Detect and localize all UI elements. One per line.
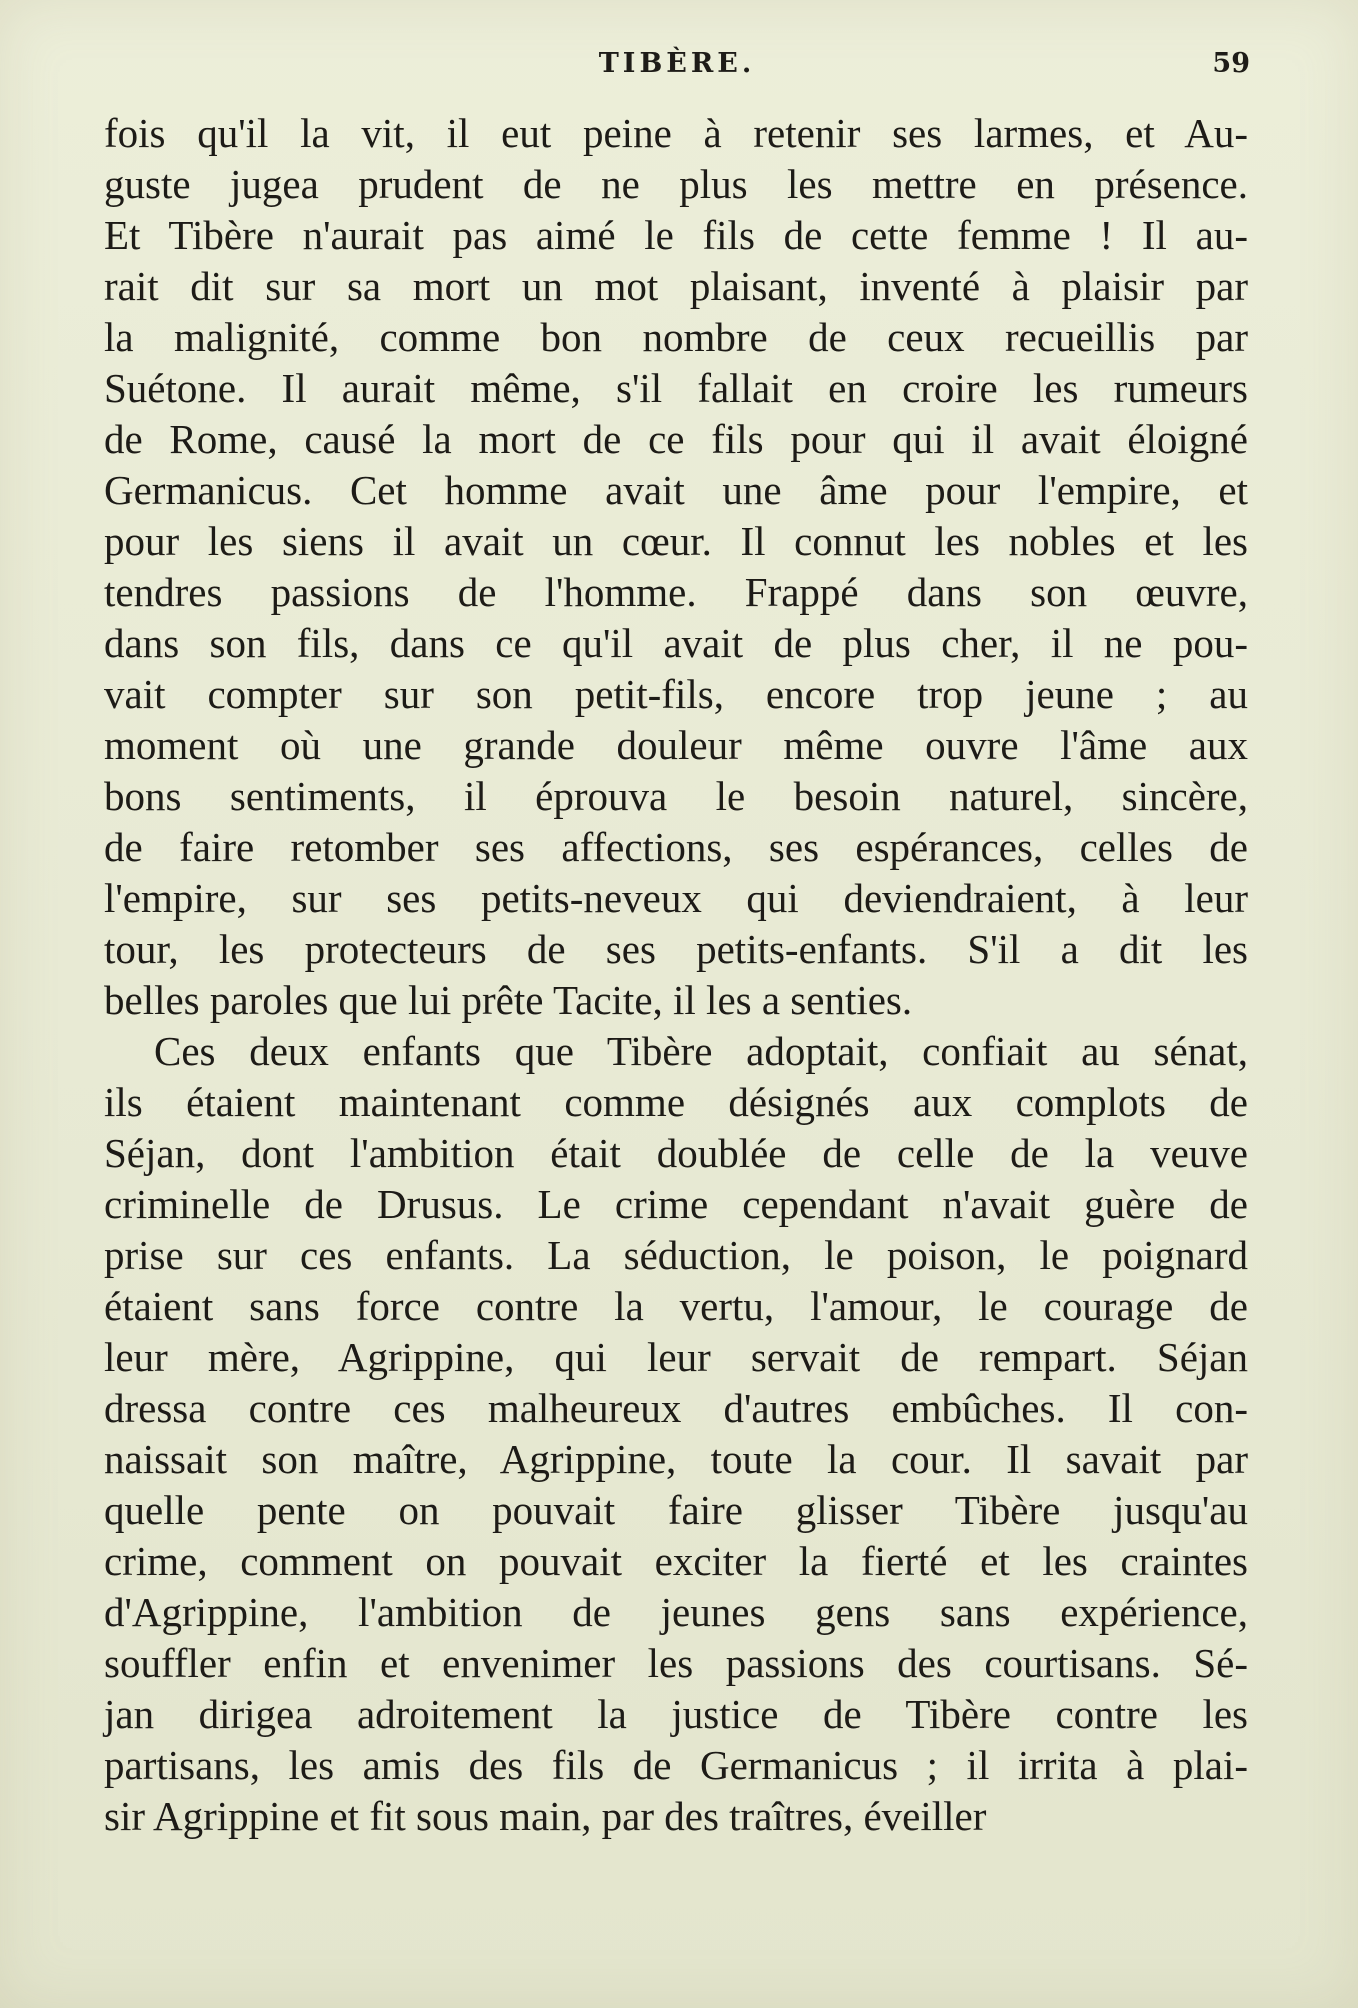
text-line: d'Agrippine, l'ambition de jeunes gens sans expérience, — [104, 1589, 1248, 1635]
text-line: la malignité, comme bon nombre de ceux recueillis par — [104, 314, 1248, 360]
text-line: quelle pente on pouvait faire glisser Tibère jusqu'au — [104, 1487, 1248, 1533]
text-line: de faire retomber ses affections, ses espérances, celles de — [104, 824, 1248, 870]
text-line: guste jugea prudent de ne plus les mettre en présence. — [104, 161, 1248, 207]
text-line: criminelle de Drusus. Le crime cependant n'avait guère de — [104, 1181, 1248, 1227]
text-line: Suétone. Il aurait même, s'il fallait en croire les rumeurs — [104, 365, 1248, 411]
page-number: 59 — [1212, 48, 1250, 79]
text-line: prise sur ces enfants. La séduction, le poison, le poignard — [104, 1232, 1248, 1278]
text-line: étaient sans force contre la vertu, l'amour, le courage de — [104, 1283, 1248, 1329]
text-line: de Rome, causé la mort de ce fils pour qui il avait éloigné — [104, 416, 1248, 462]
text-line: sir Agrippine et fit sous main, par des traîtres, éveiller — [104, 1793, 987, 1839]
text-line: dressa contre ces malheureux d'autres embûches. Il con- — [104, 1385, 1248, 1431]
text-line: vait compter sur son petit-fils, encore trop jeune ; au — [104, 671, 1248, 717]
text-line: Séjan, dont l'ambition était doublée de celle de la veuve — [104, 1130, 1248, 1176]
text-line: dans son fils, dans ce qu'il avait de plus cher, il ne pou- — [104, 620, 1248, 666]
text-line: leur mère, Agrippine, qui leur servait de rempart. Séjan — [104, 1334, 1248, 1380]
text-line: souffler enfin et envenimer les passions des courtisans. Sé- — [104, 1640, 1248, 1686]
body-text — [104, 108, 1248, 1842]
paragraph — [104, 1026, 1248, 1842]
text-line: Germanicus. Cet homme avait une âme pour l'empire, et — [104, 467, 1248, 513]
text-line: l'empire, sur ses petits-neveux qui deviendraient, à leur — [104, 875, 1248, 921]
text-line: tendres passions de l'homme. Frappé dans son œuvre, — [104, 569, 1248, 615]
text-line: bons sentiments, il éprouva le besoin naturel, sincère, — [104, 773, 1248, 819]
text-line: jan dirigea adroitement la justice de Tibère contre les — [104, 1691, 1248, 1737]
running-title: TIBÈRE. — [598, 48, 756, 79]
text-line: ils étaient maintenant comme désignés aux complots de — [104, 1079, 1248, 1125]
running-head — [104, 48, 1250, 88]
text-line: Ces deux enfants que Tibère adoptait, confiait au sénat, — [154, 1028, 1248, 1074]
text-line: naissait son maître, Agrippine, toute la cour. Il savait par — [104, 1436, 1248, 1482]
text-line: partisans, les amis des fils de Germanicus ; il irrita à plai- — [104, 1742, 1248, 1788]
text-line: tour, les protecteurs de ses petits-enfants. S'il a dit les — [104, 926, 1248, 972]
text-line: pour les siens il avait un cœur. Il connut les nobles et les — [104, 518, 1248, 564]
text-line: belles paroles que lui prête Tacite, il les a senties. — [104, 977, 913, 1023]
text-line: rait dit sur sa mort un mot plaisant, inventé à plaisir par — [104, 263, 1248, 309]
text-line: fois qu'il la vit, il eut peine à retenir ses larmes, et Au- — [104, 110, 1248, 156]
text-line: Et Tibère n'aurait pas aimé le fils de cette femme ! Il au- — [104, 212, 1248, 258]
paragraph — [104, 108, 1248, 1026]
text-line: crime, comment on pouvait exciter la fierté et les craintes — [104, 1538, 1248, 1584]
text-line: moment où une grande douleur même ouvre l'âme aux — [104, 722, 1248, 768]
